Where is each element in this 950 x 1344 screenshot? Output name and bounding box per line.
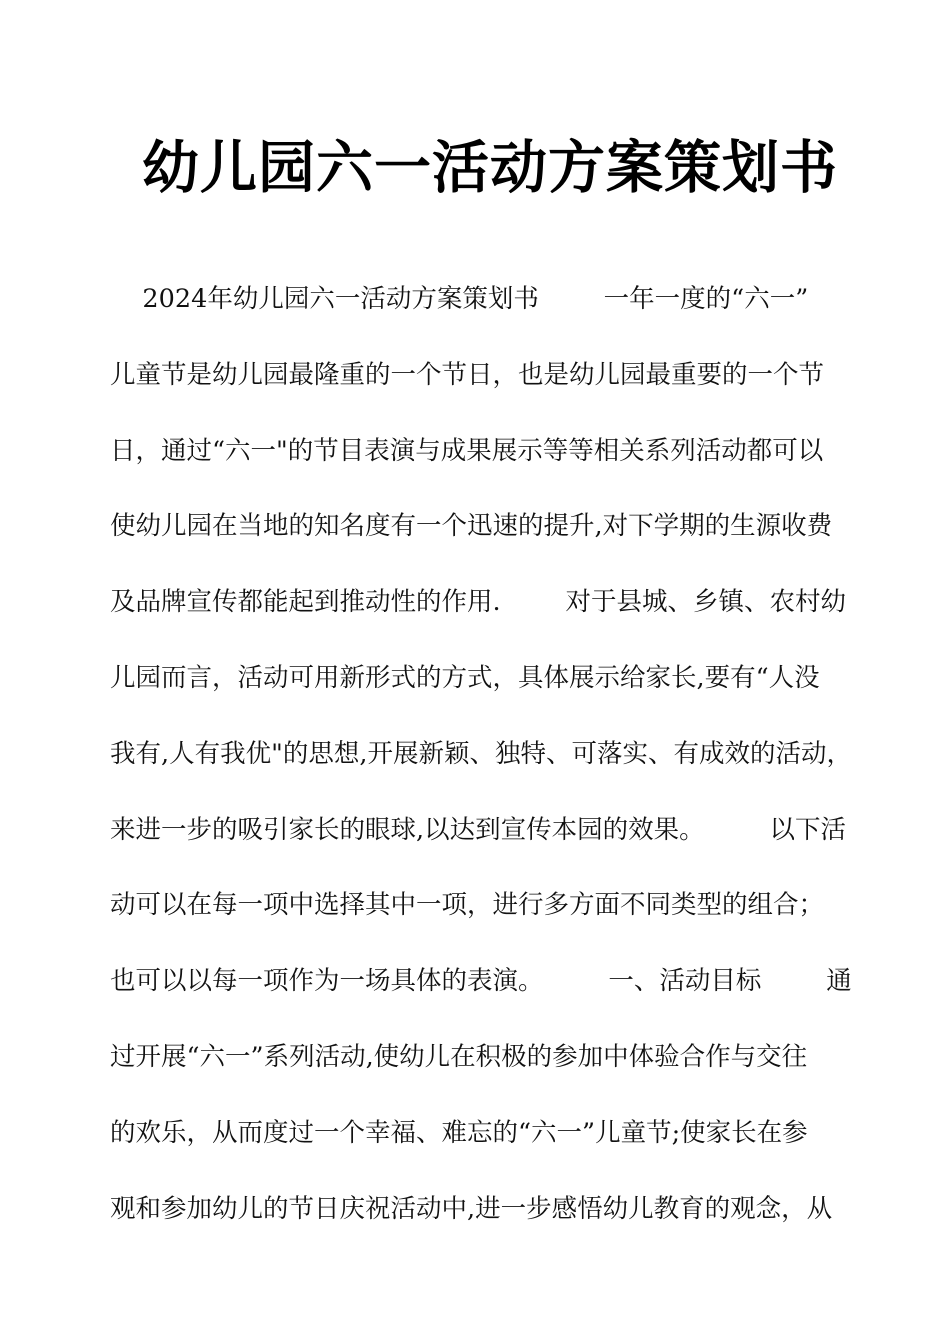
body-line: 及品牌宣传都能起到推动性的作用. 对于县城、乡镇、农村幼 <box>110 587 846 618</box>
body-line: 使幼儿园在当地的知名度有一个迅速的提升,对下学期的生源收费 <box>110 511 833 542</box>
body-line: 的欢乐，从而度过一个幸福、难忘的“六一”儿童节;使家长在参 <box>110 1117 808 1148</box>
body-line: 过开展“六一”系列活动,使幼儿在积极的参加中体验合作与交往 <box>110 1041 808 1072</box>
body-line: 来进一步的吸引家长的眼球,以达到宣传本园的效果。 以下活 <box>110 814 846 845</box>
body-line: 日，通过“六一"的节目表演与成果展示等等相关系列活动都可以 <box>110 435 824 466</box>
document-title: 幼儿园六一活动方案策划书 <box>142 135 838 201</box>
body-line: 儿园而言，活动可用新形式的方式，具体展示给家长,要有“人没 <box>110 662 820 693</box>
body-line: 也可以以每一项作为一场具体的表演。 一、活动目标 通 <box>110 966 852 997</box>
document-body <box>110 262 860 1247</box>
body-line: 动可以在每一项中选择其中一项，进行多方面不同类型的组合； <box>110 890 825 921</box>
body-line: 儿童节是幼儿园最隆重的一个节日，也是幼儿园最重要的一个节 <box>110 359 825 390</box>
body-line: 观和参加幼儿的节日庆祝活动中,进一步感悟幼儿教育的观念，从 <box>110 1193 833 1224</box>
body-line: 我有,人有我优"的思想,开展新颖、独特、可落实、有成效的活动， <box>110 738 852 769</box>
body-line: 2024年幼儿园六一活动方案策划书 一年一度的“六一” <box>110 284 809 314</box>
